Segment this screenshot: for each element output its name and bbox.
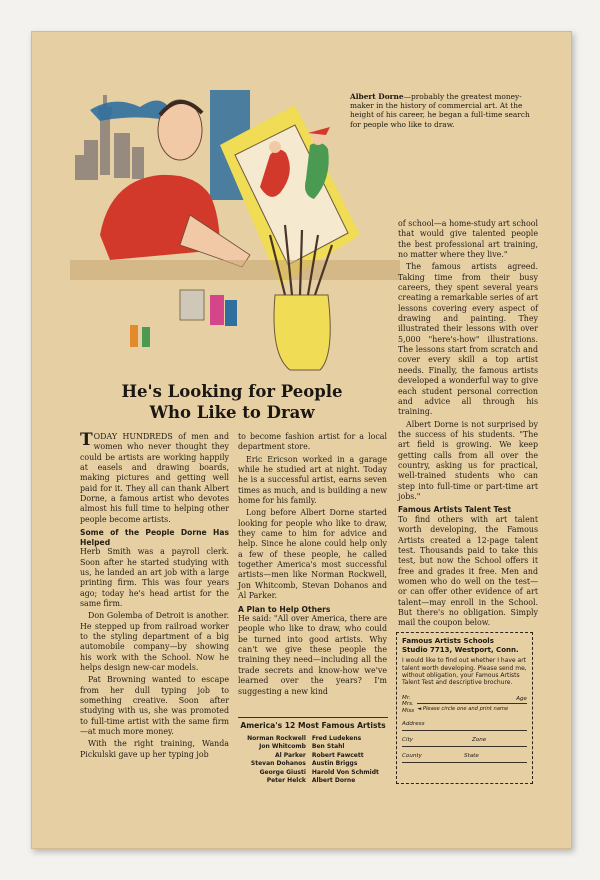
paragraph: Don Golemba of Detroit is another. He stepped up from railroad worker to the styling department of a big automobile company—by showing his work with the School. Now he helps design new-car models. (80, 611, 229, 673)
artist-name: Austin Briggs (311, 760, 358, 767)
address-label: Address (402, 721, 425, 728)
artist-name: Ben Stahl (311, 743, 345, 750)
subhead-people-helped: Some of the People Dorne Has Helped (80, 528, 229, 547)
artist-name: Harold Von Schmidt (311, 768, 379, 776)
name-line (417, 703, 527, 704)
county-label: County (402, 753, 422, 760)
coupon-name-row (402, 691, 527, 715)
salutation-options[interactable] (402, 695, 414, 715)
desk-icon (70, 260, 400, 280)
lead-text: ODAY HUNDREDS of men and women who never thought they could be artists are working happily at easels and drawing boards, making pictures and getting well paid for it. They all can thank Albert Dorne, a famous artist who devotes almost his full time to helping other people become artists. (80, 432, 229, 524)
artist-name: George Giusti (259, 768, 306, 776)
headline-line-1: He's Looking for People (121, 382, 343, 401)
artists-table (244, 735, 382, 786)
paint-jars-icon (130, 290, 237, 347)
zone-label: Zone (472, 737, 487, 744)
artist-name: Albert Dorne (311, 777, 356, 784)
artist-name: Fred Ludekens (311, 734, 362, 742)
table-row (244, 743, 382, 752)
table-row (244, 735, 382, 744)
paragraph: The famous artists agreed. Taking time from their busy careers, they spent several years creating a remarkable series of art lessons covering every aspect of drawing and painting. They illustrated their lessons with over 5,000 "here's-how" illustrations. The lessons start from scratch and cover every skill a top artist needs. Finally, the famous artists developed a wonderful way to give each student personal correction and advice all through his training. (398, 262, 538, 417)
coupon-studio-address: Studio 7713, Westport, Conn. (402, 645, 519, 654)
paragraph: To find others with art talent worth developing, the Famous Artists created a 12-page talent test. Thousands paid to take this test, but now the School offers it free and grades it free. Men and women who do well on the test—or can offer other evidence of art talent—may enroll in the School. But there's no obligation. Simply mail the coupon below. (398, 514, 538, 628)
famous-artists-title: America's 12 Most Famous Artists (240, 721, 386, 730)
paragraph: Long before Albert Dorne started looking for people who like to draw, they came to him for advice and help. Since he alone could help only a few of these people, he called together America's most successful artists—men like Norman Rockwell, Jon Whitcomb, Stevan Dohanos and Al Parker. (238, 508, 387, 601)
county-state-field[interactable] (402, 751, 527, 763)
subhead-plan-to-help: A Plan to Help Others (238, 604, 331, 614)
article-column-3 (398, 219, 538, 631)
city-zone-field[interactable] (402, 735, 527, 747)
brush-jar-icon (274, 295, 330, 370)
lead-paragraph (80, 432, 229, 525)
subhead-talent-test: Famous Artists Talent Test (398, 505, 511, 515)
artist-name: Robert Fawcett (311, 751, 364, 759)
artist-name: Al Parker (274, 751, 306, 759)
paragraph: Pat Browning wanted to escape from her dull typing job to something creative. Soon after studying with us, she was promoted to full-time artist with the same firm—at much more money. (80, 675, 229, 737)
mail-in-coupon[interactable] (396, 632, 533, 784)
address-field[interactable] (402, 719, 527, 731)
article-column-1 (80, 432, 229, 762)
paragraph: He said: "All over America, there are people who like to draw, who could be turned into good artists. Why can't we give these people the training they need—including all the trade secrets and know-how we've learned over the years? I'm suggesting a new kind (238, 614, 387, 696)
artist-name: Peter Helck (266, 777, 306, 784)
paragraph: Herb Smith was a payroll clerk. Soon after he started studying with us, he landed an art job with a large printing firm. This was four years ago; today he's head artist for the same firm. (80, 547, 229, 608)
caption-name: Albert Dorne (350, 92, 404, 101)
illustration-caption (350, 92, 530, 129)
sky-clouds-icon (90, 100, 170, 121)
famous-artists-box (238, 717, 388, 786)
paragraph: Albert Dorne is not surprised by the success of his students. "The art field is growing. We keep getting calls from all over the country, asking us for practical, well-trained students who can step into full-time or part-time art jobs." (398, 419, 538, 501)
state-label: State (464, 753, 479, 760)
salutation-mr[interactable]: Mr. (402, 694, 411, 701)
paragraph: Eric Ericson worked in a garage while he studied art at night. Today he is a successful artist, earns seven times as much, and is building a new home for his family. (238, 454, 387, 506)
table-row (244, 760, 382, 769)
table-row (244, 769, 382, 778)
paragraph: to become fashion artist for a local department store. (238, 432, 387, 452)
table-row (244, 777, 382, 786)
table-row (244, 752, 382, 761)
drop-cap: T (80, 430, 93, 450)
paragraph: With the right training, Wanda Pickulski gave up her typing job (80, 739, 229, 759)
artist-name: Norman Rockwell (247, 734, 306, 742)
article-column-2 (238, 432, 387, 699)
salutation-mrs[interactable]: Mrs. (402, 701, 414, 708)
headline (92, 381, 372, 423)
name-field[interactable] (417, 695, 527, 715)
artist-name: Stevan Dohanos (250, 760, 306, 767)
city-label: City (402, 737, 413, 744)
age-label: Age (516, 695, 527, 702)
caption-text: —probably the greatest money-maker in the history of commercial art. At the height of his career, he began a full-time search for people who like to draw. (350, 92, 530, 129)
headline-line-2: Who Like to Draw (149, 403, 315, 422)
coupon-school-name: Famous Artists Schools (402, 637, 494, 645)
circle-note: ◄ Please circle one and print name (417, 705, 509, 712)
coupon-request-text: I would like to find out whether I have art talent worth developing. Please send me, without obligation, your Famous Artists Talent Test and descriptive brochure. (402, 657, 527, 687)
artist-name: Jon Whitcomb (259, 743, 306, 750)
salutation-miss[interactable]: Miss (402, 708, 415, 714)
paragraph: of school—a home-study art school that would give talented people the best professional art training, no matter where they live." (398, 219, 538, 260)
